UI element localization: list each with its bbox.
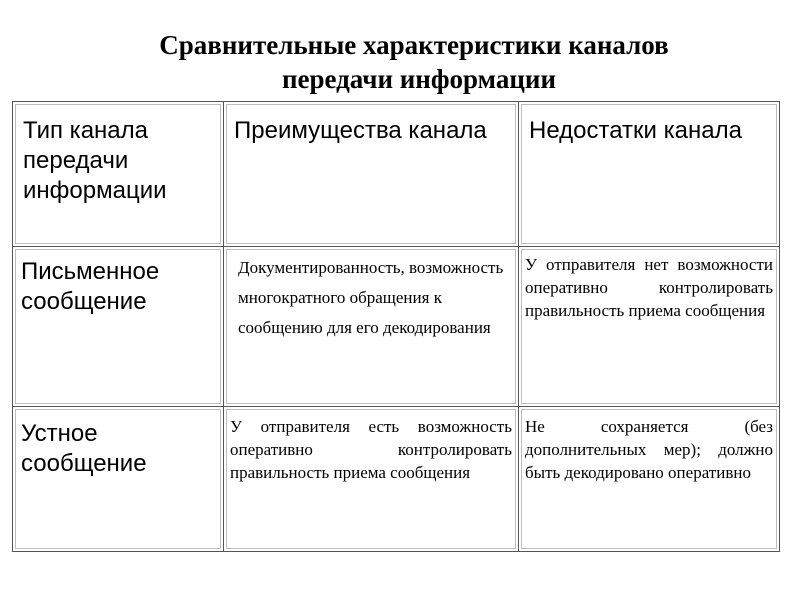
written-disadvantages-text: У отправителя нет возможности оперативно контролировать правильность приема сообщения [525, 255, 773, 320]
written-advantages-text: Документированность, возможность многократного обращения к сообщению для его декодирования [238, 258, 504, 337]
header-cell-type [13, 102, 224, 247]
table-header-row [13, 102, 780, 247]
oral-advantages-text: У отправителя есть возможность оперативно контролировать правильность приема сообщения [230, 417, 512, 482]
written-type-cell [13, 247, 224, 407]
written-advantages-cell [224, 247, 519, 407]
oral-type-cell [13, 407, 224, 552]
oral-disadvantages-cell [519, 407, 780, 552]
oral-disadvantages-text: Не сохраняется (без дополнительных мер); должно быть декодировано оперативно [525, 417, 773, 482]
page-title-line-1: Сравнительные характеристики каналов [159, 30, 669, 60]
oral-advantages-cell [224, 407, 519, 552]
oral-type-label: Устное сообщение [21, 420, 147, 477]
page-title-line-2: передачи информации [281, 64, 557, 94]
written-disadvantages-cell [519, 247, 780, 407]
header-type-label: Тип канала передачи информации [23, 117, 167, 204]
header-cell-advantages [224, 102, 519, 247]
table-row [13, 407, 780, 552]
header-disadvantages-label: Недостатки канала [529, 117, 742, 144]
header-advantages-label: Преимущества канала [234, 117, 487, 144]
channels-comparison-table [12, 101, 780, 552]
written-type-label: Письменное сообщение [21, 258, 160, 315]
page-title [0, 28, 800, 96]
header-cell-disadvantages [519, 102, 780, 247]
table-row [13, 247, 780, 407]
